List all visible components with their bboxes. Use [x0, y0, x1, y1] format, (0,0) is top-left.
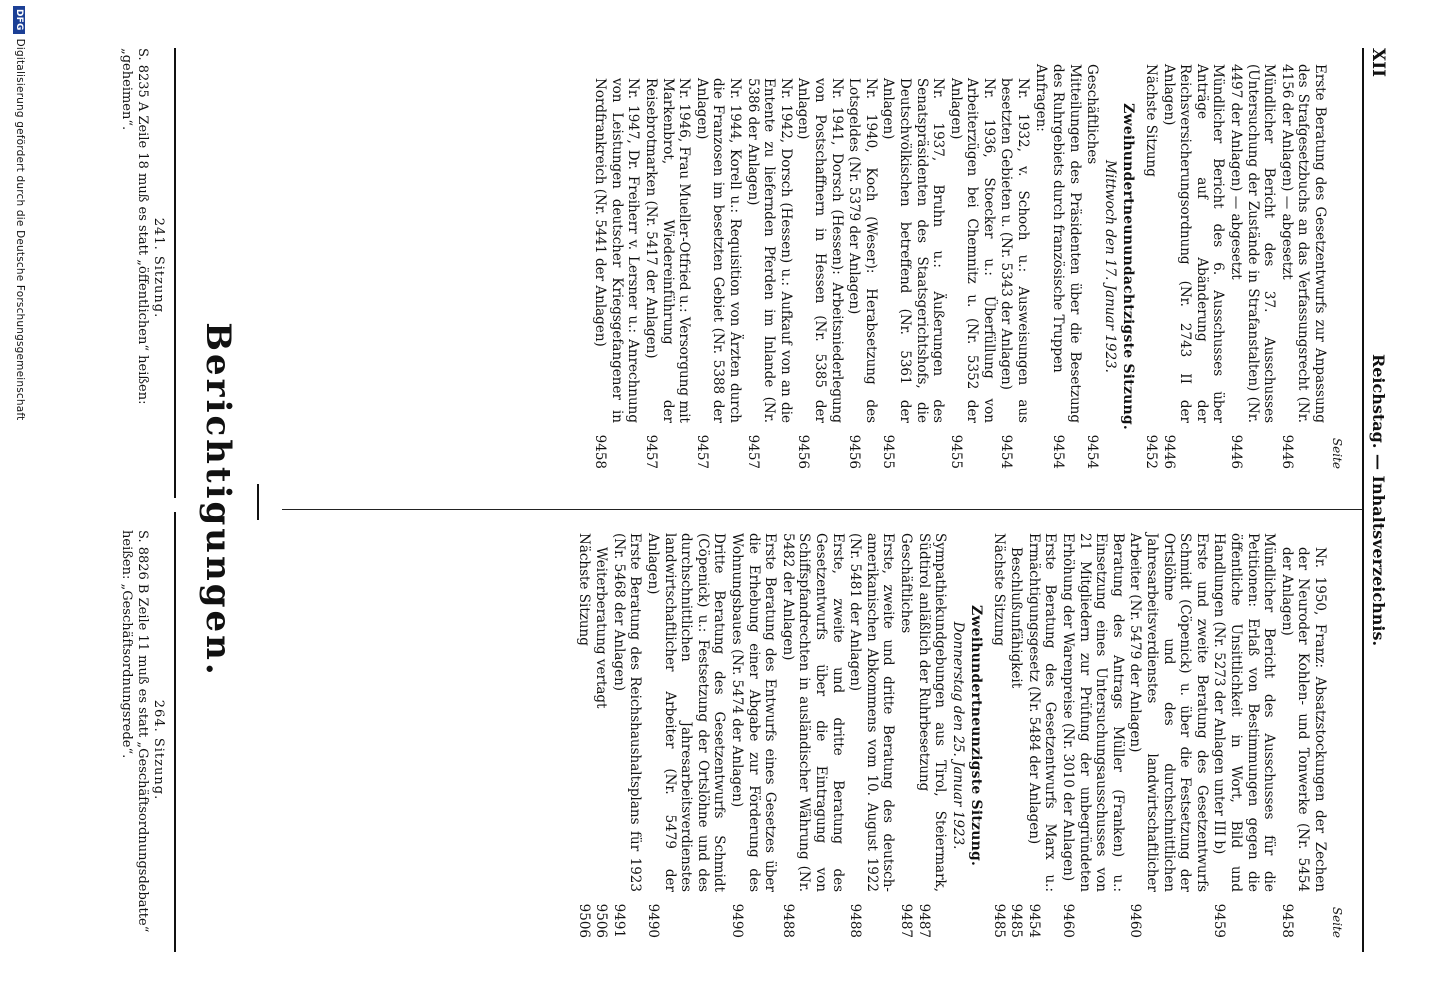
- toc-entry: Mündlicher Bericht des 6. Ausschusses über Anträge auf Abänderung der Reichsversicherungsordnung (Nr. 2743 II der Anlagen) 9446: [1160, 64, 1227, 469]
- toc-entry: Beratung des Antrags Müller (Franken) u.: Einsetzung eines Untersuchungsausschusses von 21 Mitgliedern zur Prüfung der unbegründeten Erhöhung der Warenpreise (Nr. 3010 der Anlagen) 9460: [1060, 533, 1126, 938]
- session-title: Zweihundertneunundachtzigste Sitzung.: [1120, 103, 1137, 430]
- session-title: Zweihundertneunzigste Sitzung.: [968, 604, 985, 867]
- correction-session: 241. Sitzung.: [151, 217, 166, 319]
- digitization-footer: [13, 0, 26, 1006]
- corrections-title: Berichtigungen.: [198, 322, 238, 678]
- corrections-rule: [174, 512, 176, 952]
- anfragen-label: Anfragen:: [1032, 64, 1049, 132]
- session-heading: [1102, 64, 1136, 469]
- toc-entry: Mitteilungen des Präsidenten über die Besetzung des Ruhrgebiets durch französische Truppen 9454: [1050, 64, 1083, 469]
- toc-entry: Sympathiekundgebungen aus Tirol, Steiermark, Südtirol anläßlich der Ruhrbesetzung 9487: [915, 533, 949, 938]
- session-date: Mittwoch den 17. Januar 1923.: [1102, 160, 1119, 373]
- page-header: [1370, 48, 1388, 952]
- running-head: Reichstag. — Inhaltsverzeichnis.: [1369, 353, 1388, 647]
- toc-entry: Erste Beratung des Gesetzentwurfs Marx u.: Ermächtigungsgesetz (Nr. 5484 der Anlagen) 9454: [1025, 533, 1059, 938]
- toc-entry: Erste und zweite Beratung des Gesetzentwurfs Schmidt (Cöpenick) u. über die Festsetzung der Ortslöhne und des durchschnittlichen Jahresarbeitsverdienstes landwirtschaftlicher Arbeiter (Nr. 5479 der Anlagen) 9460: [1127, 533, 1210, 938]
- toc-entry: Nr. 1936, Stoecker u.: Überfüllung von Arbeiterzügen bei Chemnitz u. (Nr. 5352 der Anlagen) 9455: [947, 78, 997, 469]
- toc-entry: Weiterberatung vertagt 9506: [593, 547, 610, 938]
- correction-session: 264. Sitzung.: [151, 699, 166, 801]
- toc-entry: Erste Beratung des Reichshaushaltsplans für 1923 (Nr. 5468 der Anlagen) 9491: [610, 533, 644, 938]
- toc-entry: Nr. 1940, Koch (Weser): Herabsetzung des Lotsgeldes (Nr. 5379 der Anlagen) 9456: [846, 78, 879, 469]
- toc-entry: Mündlicher Bericht des Ausschusses für die Petitionen: Erlaß von Bestimmungen gegen die öffentliche Unsittlichkeit in Wort, Bild und Handlungen (Nr. 5273 der Anlagen unter III b) 9459: [1211, 533, 1278, 938]
- correction-text: S. 8235 A Zeile 18 muß es statt „öffentlichen“ heißen: „geheimen“.: [119, 48, 150, 405]
- toc-entry: Nr. 1942, Dorsch (Hessen) u.: Aufkauf von an die Entente zu liefernden Pferden im Inlande (Nr. 5386 der Anlagen) 9457: [744, 78, 794, 469]
- footer-text: Digitalisierung gefördert durch die Deutsche Forschungsgemeinschaft: [14, 38, 26, 421]
- seite-label: Seite: [1330, 906, 1344, 938]
- toc-entry: Mündlicher Bericht des 37. Ausschusses (Untersuchung der Zustände in Strafanstalten) (Nr. 4497 der Anlagen) — abgesetzt 9446: [1228, 64, 1278, 469]
- section-rule: [257, 484, 259, 520]
- toc-entry: Nr. 1950, Franz: Absatzstockungen der Zechen der Neuroder Kohlen- und Tonwerke (Nr. 5454 der Anlagen) 9458: [1278, 547, 1328, 938]
- correction-text: S. 8826 B Zeile 11 muß es statt „Geschäftsordnungsdebatte“ heißen: „Geschäftsordnungsrede“.: [119, 530, 150, 933]
- toc-entry: Geschäftliches 9454: [1084, 64, 1101, 469]
- left-column: [591, 64, 1344, 469]
- toc-entry: Nr. 1941, Dorsch (Hessen): Arbeitsniederlegung von Postschaffnern in Hessen (Nr. 5385 der Anlagen) 9456: [795, 78, 845, 469]
- correction-left: [118, 48, 166, 488]
- toc-entry: Nr. 1947, Dr. Freiherr v. Lersner u.: Anrechnung von Leistungen deutscher Kriegsgefangener in Nordfrankreich (Nr. 5441 der Anlagen) 9458: [592, 78, 642, 469]
- toc-entry: Geschäftliches 9487: [897, 533, 914, 938]
- toc-entry: Nr. 1932, v. Schoch u.: Ausweisungen aus besetzten Gebieten u. (Nr. 5343 der Anlagen) 9454: [998, 78, 1032, 469]
- toc-entry: Erste, zweite und dritte Beratung des deutsch-amerikanischen Abkommens vom 10. August 1922 (Nr. 5481 der Anlagen) 9488: [847, 533, 897, 938]
- toc-entry: Nr. 1944, Korell u.: Requisition von Ärzten durch die Franzosen im besetzten Gebiet (Nr. 5388 der Anlagen) 9457: [693, 78, 743, 469]
- dfg-logo: DFG: [13, 6, 25, 34]
- toc-entry: Nr. 1946, Frau Mueller-Otfried u.: Versorgung mit Markenbrot, Wiedereinführung der Reisebrotmarken (Nr. 5417 der Anlagen) 9457: [643, 78, 693, 469]
- toc-entry: Erste Beratung des Gesetzentwurfs zur Anpassung des Strafgesetzbuchs an das Verfassungsrecht (Nr. 4156 der Anlagen) — abgesetzt 9446: [1278, 64, 1328, 469]
- column-divider: [282, 509, 1362, 510]
- toc-entry: Nächste Sitzung 9452: [1143, 64, 1160, 469]
- toc-entry: Nächste Sitzung 9485: [990, 533, 1007, 938]
- correction-right: [118, 530, 166, 970]
- session-heading: [950, 533, 984, 938]
- seite-label: Seite: [1330, 437, 1344, 469]
- toc-entry: Dritte Beratung des Gesetzentwurfs Schmidt (Cöpenick) u.: Festsetzung der Ortslöhne und des durchschnittlichen Jahresarbeitsverdienstes landwirtschaftlicher Arbeiter (Nr. 5479 der Anlagen) 9490: [645, 533, 728, 938]
- corrections-rule: [174, 48, 176, 498]
- toc-entry: Beschlußunfähigkeit 9485: [1008, 547, 1025, 938]
- session-date: Donnerstag den 25. Januar 1923.: [950, 621, 967, 850]
- toc-entry: Erste Beratung des Entwurfs eines Gesetzes über die Erhebung einer Abgabe zur Förderung des Wohnungsbaues (Nr. 5474 der Anlagen) 9490: [729, 533, 779, 938]
- right-column: [574, 533, 1344, 938]
- header-rule: [1362, 48, 1364, 952]
- page-number: XII: [1368, 48, 1388, 78]
- toc-entry: Nr. 1937, Bruhn u.: Äußerungen des Senatspräsidenten des Staatsgerichtshofs, die Deutschvölkischen betreffend (Nr. 5361 der Anlagen) 9455: [880, 78, 947, 469]
- toc-entry: Nächste Sitzung 9506: [575, 533, 592, 938]
- toc-entry: Erste, zweite und dritte Beratung des Gesetzentwurfs über die Eintragung von Schiffspfandrechten in ausländischer Währung (Nr. 5482 der Anlagen) 9488: [779, 533, 846, 938]
